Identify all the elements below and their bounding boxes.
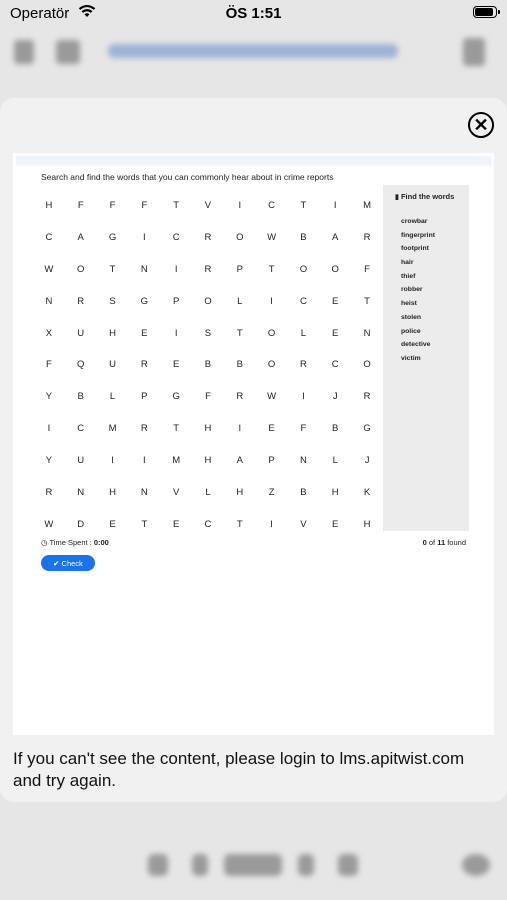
grid-letter[interactable]: F <box>364 264 370 276</box>
grid-letter[interactable]: V <box>300 518 307 530</box>
time-spent <box>41 538 109 547</box>
grid-letter[interactable]: O <box>77 264 85 276</box>
grid-row <box>33 413 383 445</box>
grid-letter[interactable]: S <box>109 295 116 307</box>
grid-letter[interactable]: L <box>300 327 307 339</box>
grid-letter[interactable]: Y <box>45 391 53 403</box>
grid-letter[interactable]: E <box>332 518 339 530</box>
grid-letter[interactable]: U <box>77 327 85 339</box>
grid-letter[interactable]: H <box>204 454 212 466</box>
grid-row <box>33 285 383 317</box>
grid-letter[interactable]: R <box>45 486 53 498</box>
book-icon: ▮ <box>395 194 399 201</box>
grid-letter[interactable]: B <box>300 232 307 244</box>
grid-letter[interactable]: O <box>331 264 339 276</box>
grid-letter[interactable]: T <box>109 264 116 276</box>
grid-row <box>33 190 383 222</box>
grid-letter[interactable]: Z <box>268 486 275 498</box>
grid-letter[interactable]: F <box>205 391 211 403</box>
grid-letter[interactable]: I <box>143 232 146 244</box>
grid-letter[interactable]: I <box>47 423 51 435</box>
grid-letter[interactable]: C <box>204 518 212 530</box>
grid-letter[interactable]: I <box>174 327 178 339</box>
clock: ÖS 1:51 <box>225 5 282 22</box>
grid-letter[interactable]: U <box>109 359 116 371</box>
grid-letter[interactable]: C <box>45 232 53 244</box>
grid-letter[interactable]: U <box>77 454 85 466</box>
grid-letter[interactable]: R <box>236 391 244 403</box>
grid-letter[interactable]: N <box>140 486 148 498</box>
grid-row <box>33 222 383 254</box>
word-list-item: detective <box>401 341 431 349</box>
grid-letter[interactable]: I <box>143 454 146 466</box>
grid-letter[interactable]: T <box>300 200 307 212</box>
grid-row <box>33 317 383 349</box>
check-icon: ✔ <box>53 558 62 568</box>
grid-letter[interactable]: E <box>172 359 180 371</box>
grid-letter[interactable]: O <box>299 264 308 276</box>
grid-letter[interactable]: T <box>141 518 148 530</box>
word-list-item: stolen <box>401 313 422 321</box>
background-first-icon <box>148 854 168 876</box>
grid-letter[interactable]: M <box>172 454 181 466</box>
grid-letter[interactable]: F <box>109 200 116 212</box>
grid-letter[interactable]: H <box>236 486 244 498</box>
grid-letter[interactable]: G <box>108 232 117 244</box>
grid-letter[interactable]: B <box>204 359 212 371</box>
check-button[interactable] <box>41 555 95 571</box>
time-spent-label: Time Spent : <box>49 538 92 547</box>
word-list-heading <box>395 192 469 201</box>
grid-row <box>33 445 383 477</box>
background-pagination <box>0 830 507 900</box>
grid-letter[interactable]: I <box>302 391 305 403</box>
activity-frame <box>13 153 494 735</box>
grid-letter[interactable]: G <box>140 295 149 307</box>
grid-letter[interactable]: X <box>45 327 53 339</box>
word-list-item: thief <box>401 272 416 280</box>
background-back-icon <box>14 40 34 64</box>
background-last-icon <box>338 854 358 876</box>
grid-letter[interactable]: W <box>267 391 277 403</box>
grid-letter[interactable]: O <box>204 295 212 307</box>
word-list-item: heist <box>401 300 417 308</box>
grid-letter[interactable]: F <box>300 423 307 435</box>
word-list-title: Find the words <box>400 192 455 201</box>
background-menu-icon <box>56 40 80 64</box>
grid-letter[interactable]: O <box>267 359 276 371</box>
grid-letter[interactable]: C <box>299 295 307 307</box>
background-action-icon <box>462 854 490 876</box>
grid-row <box>33 508 383 540</box>
found-count: 0 <box>422 538 427 547</box>
grid-letter[interactable]: O <box>236 232 244 244</box>
grid-letter[interactable]: H <box>45 200 53 212</box>
grid-letter[interactable]: N <box>140 264 148 276</box>
grid-letter[interactable]: E <box>109 518 116 530</box>
grid-letter[interactable]: T <box>364 295 370 307</box>
grid-letter[interactable]: A <box>332 232 339 244</box>
grid-letter[interactable]: E <box>332 295 339 307</box>
grid-letter[interactable]: F <box>141 200 148 212</box>
grid-letter[interactable]: P <box>236 264 243 276</box>
grid-letter[interactable]: I <box>333 200 337 212</box>
close-icon: ✕ <box>473 114 489 135</box>
word-list-item: hair <box>401 259 414 267</box>
grid-letter[interactable]: H <box>109 486 116 498</box>
grid-letter[interactable]: C <box>331 359 339 371</box>
grid-letter[interactable]: I <box>270 295 273 307</box>
grid-row <box>33 476 383 508</box>
found-counter <box>423 538 466 547</box>
grid-letter[interactable]: V <box>172 486 180 498</box>
grid-letter[interactable]: V <box>204 200 212 212</box>
grid-letter[interactable]: I <box>111 454 114 466</box>
background-prev-icon <box>192 854 208 876</box>
word-list-item: fingerprint <box>401 231 435 239</box>
background-share-icon <box>463 38 485 66</box>
grid-letter[interactable]: I <box>238 423 242 435</box>
grid-letter[interactable]: B <box>300 486 307 498</box>
grid-letter[interactable]: N <box>45 295 53 307</box>
grid-letter[interactable]: T <box>236 327 243 339</box>
found-total: 11 <box>437 538 446 547</box>
grid-letter[interactable]: A <box>236 454 243 466</box>
grid-letter[interactable]: P <box>172 295 180 307</box>
word-list-panel <box>383 185 469 531</box>
grid-letter[interactable]: E <box>332 327 339 339</box>
grid-letter[interactable]: P <box>141 391 148 403</box>
grid-letter[interactable]: E <box>141 327 148 339</box>
word-list <box>401 215 469 366</box>
grid-letter[interactable]: F <box>46 359 52 371</box>
grid-letter[interactable]: T <box>236 518 243 530</box>
grid-letter[interactable]: R <box>140 359 148 371</box>
background-page-indicator <box>224 854 282 876</box>
grid-letter[interactable]: T <box>173 200 180 212</box>
word-list-item: crowbar <box>401 218 428 225</box>
grid-letter[interactable]: R <box>363 391 371 403</box>
grid-letter[interactable]: I <box>238 200 242 212</box>
grid-letter[interactable]: R <box>204 264 212 276</box>
grid-letter[interactable]: D <box>77 518 85 530</box>
grid-row <box>33 349 383 381</box>
grid-letter[interactable]: B <box>236 359 243 371</box>
login-notice: If you can't see the content, please login to lms.apitwist.com and try again. <box>13 749 465 790</box>
time-spent-value: 0:00 <box>93 538 109 547</box>
word-list-item: police <box>401 327 421 335</box>
grid-letter[interactable]: W <box>267 232 277 244</box>
word-list-item: footprint <box>401 245 429 253</box>
grid-letter[interactable]: B <box>77 391 84 403</box>
grid-letter[interactable]: K <box>363 486 371 498</box>
grid-letter[interactable]: Q <box>77 359 85 371</box>
check-label: Check <box>61 558 83 568</box>
clock-icon: ◷ <box>41 538 48 547</box>
grid-letter[interactable]: L <box>109 391 116 403</box>
grid-letter[interactable]: E <box>172 518 180 530</box>
grid-letter[interactable]: S <box>204 327 212 339</box>
grid-letter[interactable]: H <box>109 327 116 339</box>
grid-letter[interactable]: H <box>331 486 339 498</box>
grid-letter[interactable]: W <box>44 264 54 276</box>
grid-letter[interactable]: L <box>205 486 211 498</box>
grid-letter[interactable]: T <box>268 264 275 276</box>
grid-letter[interactable]: L <box>237 295 243 307</box>
grid-letter[interactable]: H <box>204 423 212 435</box>
background-title <box>108 44 398 58</box>
grid-letter[interactable]: N <box>77 486 85 498</box>
close-button[interactable] <box>468 112 494 138</box>
content-modal <box>0 98 507 802</box>
found-suffix: found <box>447 538 466 547</box>
background-next-icon <box>298 854 314 876</box>
status-bar <box>0 0 507 28</box>
grid-letter[interactable]: R <box>140 423 148 435</box>
grid-letter[interactable]: M <box>108 423 117 435</box>
grid-letter[interactable]: R <box>77 295 85 307</box>
grid-letter[interactable]: R <box>299 359 307 371</box>
grid-letter[interactable]: C <box>268 200 276 212</box>
found-of: of <box>428 538 436 547</box>
grid-letter[interactable]: L <box>332 454 338 466</box>
grid-letter[interactable]: T <box>173 423 180 435</box>
grid-letter[interactable]: A <box>77 232 84 244</box>
word-search-grid <box>33 190 383 540</box>
carrier-label: Operatör <box>10 5 70 22</box>
word-list-item: robber <box>401 286 423 294</box>
grid-letter[interactable]: H <box>363 518 371 530</box>
puzzle-instructions: Search and find the words that you can commonly hear about in crime reports <box>41 172 334 182</box>
grid-letter[interactable]: C <box>77 423 85 435</box>
grid-letter[interactable]: J <box>364 454 370 466</box>
grid-letter[interactable]: R <box>204 232 212 244</box>
grid-letter[interactable]: N <box>363 327 371 339</box>
battery-icon <box>473 6 497 18</box>
grid-row <box>33 381 383 413</box>
word-list-item: victim <box>401 354 421 362</box>
grid-letter[interactable]: E <box>268 423 275 435</box>
grid-letter[interactable]: Y <box>45 454 53 466</box>
grid-letter[interactable]: G <box>172 391 180 403</box>
grid-letter[interactable]: I <box>174 264 178 276</box>
background-toolbar <box>0 28 507 78</box>
grid-letter[interactable]: M <box>363 200 372 212</box>
grid-letter[interactable]: W <box>44 518 54 530</box>
grid-letter[interactable]: R <box>363 232 371 244</box>
grid-letter[interactable]: O <box>267 327 276 339</box>
grid-letter[interactable]: N <box>299 454 307 466</box>
grid-letter[interactable]: P <box>268 454 275 466</box>
grid-letter[interactable]: O <box>363 359 371 371</box>
grid-letter[interactable]: J <box>332 391 338 403</box>
grid-letter[interactable]: C <box>172 232 180 244</box>
grid-letter[interactable]: F <box>77 200 84 212</box>
grid-letter[interactable]: I <box>270 518 273 530</box>
grid-letter[interactable]: G <box>363 423 371 435</box>
grid-letter[interactable]: B <box>332 423 339 435</box>
frame-top-strip <box>16 156 491 166</box>
grid-row <box>33 254 383 286</box>
